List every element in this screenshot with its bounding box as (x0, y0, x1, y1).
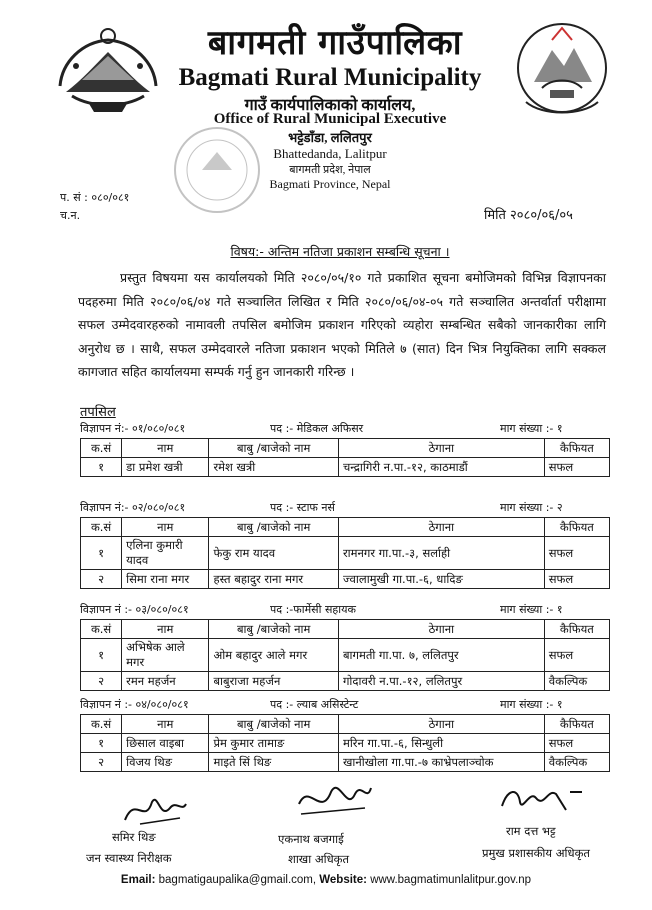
table-cell: रमेश खत्री (209, 458, 338, 477)
table-row (81, 458, 610, 477)
column-header: बाबु /बाजेको नाम (209, 439, 338, 458)
column-header: नाम (122, 518, 209, 537)
notice-body: प्रस्तुत विषयमा यस कार्यालयको मिति २०८०/०५/१० गते प्रकाशित सूचना बमोजिमको विभिन्न विज्ञापनका पदहरुमा मिति २०८०/०६/०४ गते सञ्चालित लिखित र मिति २०८०/०६/०४-०५ गते सञ्चालित अन्तर्वार्ता परीक्षामा सफल उम्मेदवारहरुको नामावली तपसिल बमोजिम प्रकाशन गरिएको व्यहोरा सम्बन्धित सबैको जानकारीका लागि अनुरोध छ । साथै, सफल उम्मेदवारले नतिजा प्रकाशन भएको मितिले ७ (सात) दिन भित्र नियुक्तिका लागि सक्कल कागजात सहित कार्यालयमा सम्पर्क गर्नु हुन जानकारी गरिन्छ । (78, 270, 606, 379)
table-cell: सिमा राना मगर (122, 570, 209, 589)
table-cell: सफल (544, 734, 609, 753)
column-header: ठेगाना (338, 518, 544, 537)
table-cell: ओम बहादुर आले मगर (209, 639, 338, 672)
table-cell: माइते सिं थिङ (209, 753, 338, 772)
table-cell: २ (81, 570, 122, 589)
table-cell: सफल (544, 537, 609, 570)
post-title: पद :- मेडिकल अफिसर (270, 422, 364, 435)
advertisement-header (80, 697, 600, 713)
dispatch-number: च.न. (60, 209, 81, 222)
advertisement-header (80, 602, 600, 618)
table-row (81, 639, 610, 672)
subject-line (60, 243, 620, 260)
table-cell: चन्द्रागिरी न.पा.-१२, काठमाडौं (338, 458, 544, 477)
signatory-3-role: प्रमुख प्रशासकीय अधिकृत (482, 846, 590, 860)
post-title: पद :- स्टाफ नर्स (270, 501, 335, 514)
nepal-emblem-logo (52, 22, 164, 118)
signatory-1-role: जन स्वास्थ्य निरीक्षक (86, 851, 172, 865)
signature-eknath (295, 778, 375, 824)
column-header: क.सं (81, 620, 122, 639)
table-row (81, 753, 610, 772)
table-row (81, 537, 610, 570)
signatory-2-role: शाखा अधिकृत (288, 852, 350, 866)
signatory-2-name: एकनाथ बजगाई (278, 832, 344, 846)
table-row (81, 734, 610, 753)
advertisement-header (80, 500, 600, 516)
table-cell: १ (81, 537, 122, 570)
email-label: Email: (120, 874, 156, 886)
table-cell: रमन महर्जन (122, 672, 209, 691)
table-cell: मरिन गा.पा.-६, सिन्धुली (338, 734, 544, 753)
results-table (80, 438, 610, 477)
table-cell: अभिषेक आले मगर (122, 639, 209, 672)
demand-count: माग संख्या :- १ (500, 422, 563, 435)
results-table (80, 714, 610, 772)
office-stamp (162, 120, 272, 220)
table-cell: सफल (544, 639, 609, 672)
website-link[interactable]: www.bagmatimunlalitpur.gov.np (370, 874, 532, 886)
column-header: नाम (122, 715, 209, 734)
website-label: Website: (319, 874, 367, 886)
signatory-1-name: समिर थिङ (112, 830, 156, 844)
table-cell: बाबुराजा महर्जन (209, 672, 338, 691)
advertisement-number: विज्ञापन नं :- ०४/०८०/०८१ (80, 698, 189, 711)
office-name-nepali: गाउँ कार्यपालिकाको कार्यालय, (244, 97, 416, 114)
province-nepali: बागमती प्रदेश, नेपाल (289, 164, 371, 176)
column-header: ठेगाना (338, 715, 544, 734)
details-heading: तपसिल (80, 405, 116, 420)
table-cell: २ (81, 753, 122, 772)
municipality-title-nepali: बागमती गाउँपालिका (207, 23, 463, 63)
table-cell: छिसाल वाइबा (122, 734, 209, 753)
results-table (80, 517, 610, 589)
demand-count: माग संख्या :- १ (500, 603, 563, 616)
table-header-row (81, 715, 610, 734)
column-header: नाम (122, 620, 209, 639)
post-title: पद :-फार्मेसी सहायक (270, 603, 356, 616)
table-cell: वैकल्पिक (544, 672, 609, 691)
table-cell: हस्त बहादुर राना मगर (209, 570, 338, 589)
signatory-3-name: राम दत्त भट्ट (506, 824, 556, 838)
column-header: कैफियत (544, 439, 609, 458)
column-header: ठेगाना (338, 620, 544, 639)
table-cell: १ (81, 639, 122, 672)
bagmati-municipality-seal (512, 18, 612, 122)
demand-count: माग संख्या :- १ (500, 698, 563, 711)
table-row (81, 570, 610, 589)
demand-count: माग संख्या :- २ (500, 501, 563, 514)
column-header: बाबु /बाजेको नाम (209, 620, 338, 639)
table-header-row (81, 620, 610, 639)
column-header: कैफियत (544, 715, 609, 734)
table-cell: एलिना कुमारी यादव (122, 537, 209, 570)
table-cell: खानीखोला गा.पा.-७ काभ्रेपलाञ्चोक (338, 753, 544, 772)
column-header: कैफियत (544, 518, 609, 537)
table-header-row (81, 518, 610, 537)
table-cell: गोदावरी न.पा.-१२, ललितपुर (338, 672, 544, 691)
column-header: बाबु /बाजेको नाम (209, 518, 338, 537)
table-cell: रामनगर गा.पा.-३, सर्लाही (338, 537, 544, 570)
table-cell: ज्वालामुखी गा.पा.-६, धादिङ (338, 570, 544, 589)
table-cell: बागमती गा.पा. ७, ललितपुर (338, 639, 544, 672)
table-cell: विजय थिङ (122, 753, 209, 772)
table-row (81, 672, 610, 691)
table-cell: सफल (544, 570, 609, 589)
subject-text: विषय:- अन्तिम नतिजा प्रकाशन सम्बन्धि सूचना । (230, 244, 450, 259)
municipality-title-english: Bagmati Rural Municipality (178, 64, 482, 91)
column-header: नाम (122, 439, 209, 458)
table-cell: १ (81, 458, 122, 477)
signature-ramdatta (496, 782, 586, 822)
advertisement-number: विज्ञापन नं :- ०३/०८०/०८१ (80, 603, 189, 616)
footer-contact (0, 874, 652, 886)
place-nepali: भट्टेडाँडा, ललितपुर (288, 130, 372, 145)
province-english: Bagmati Province, Nepal (269, 177, 391, 191)
column-header: क.सं (81, 439, 122, 458)
table-header-row (81, 439, 610, 458)
results-table (80, 619, 610, 691)
advertisement-number: विज्ञापन नं:- ०१/०८०/०८१ (80, 422, 186, 435)
place-english: Bhattedanda, Lalitpur (273, 146, 387, 161)
column-header: ठेगाना (338, 439, 544, 458)
signature-samir (120, 790, 190, 830)
column-header: बाबु /बाजेको नाम (209, 715, 338, 734)
table-cell: २ (81, 672, 122, 691)
column-header: क.सं (81, 518, 122, 537)
advertisement-number: विज्ञापन नं:- ०२/०८०/०८१ (80, 501, 186, 514)
document-date: मिति २०८०/०६/०५ (484, 208, 573, 223)
column-header: क.सं (81, 715, 122, 734)
table-cell: डा प्रमेश खत्री (122, 458, 209, 477)
table-cell: सफल (544, 458, 609, 477)
table-cell: फेकु राम यादव (209, 537, 338, 570)
table-cell: १ (81, 734, 122, 753)
office-name-english: Office of Rural Municipal Executive (213, 111, 447, 127)
reference-number: प. सं : ०८०/०८१ (60, 191, 130, 204)
table-cell: वैकल्पिक (544, 753, 609, 772)
column-header: कैफियत (544, 620, 609, 639)
advertisement-header (80, 421, 600, 437)
table-cell: प्रेम कुमार तामाङ (209, 734, 338, 753)
post-title: पद :- ल्याब असिस्टेन्ट (270, 698, 359, 711)
email-link[interactable]: bagmatigaupalika@gmail.com, (158, 874, 317, 886)
